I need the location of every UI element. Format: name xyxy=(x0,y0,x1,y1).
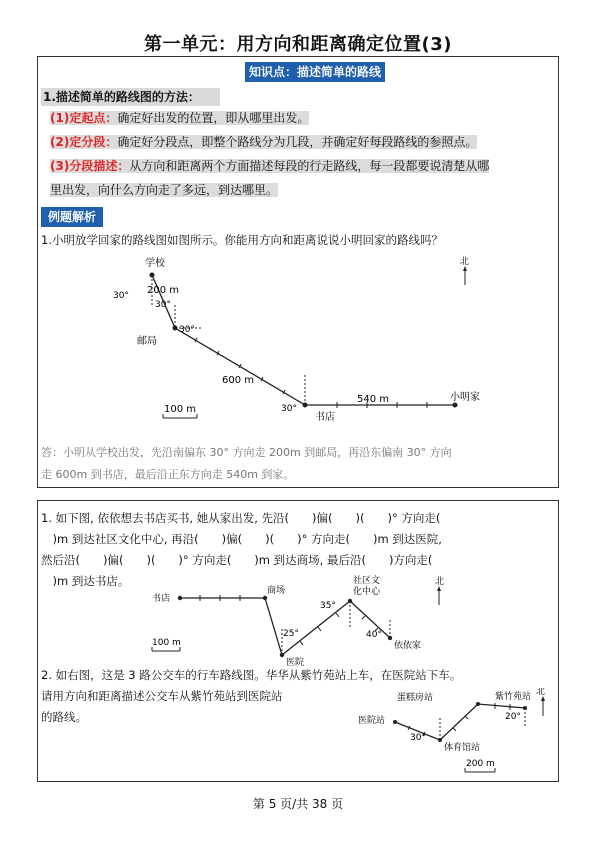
route-diagram-xiaoming xyxy=(37,250,557,435)
angle-20: 20° xyxy=(505,712,521,722)
step-3-cont xyxy=(50,180,278,201)
community-label-2: 化中心 xyxy=(353,587,381,597)
angle-d: 30° xyxy=(281,404,297,414)
north-label-1: 北 xyxy=(460,257,470,267)
step-3-text: 从方向和距离两个方面描述每段的行走路线，每一段都要说清楚从哪 xyxy=(129,159,490,173)
exercise-1-line-1: 1. 如下图, 依依想去书店买书, 她从家出发, 先沿( )偏( )( )° 方向走( xyxy=(41,511,441,525)
exercise-2-line-1: 2. 如右图，这是 3 路公交车的行车路线图。华华从紫竹苑站上车，在医院站下车。 xyxy=(41,668,462,682)
seg2-label: 600 m xyxy=(222,375,255,386)
hospital-label: 医院 xyxy=(286,658,305,668)
xiaoming-route-line xyxy=(152,275,455,405)
answer-line-2: 走 600m 到书店，最后沿正东方向走 540m 到家。 xyxy=(41,468,295,481)
angle-35: 35° xyxy=(320,601,336,611)
gym-station-label: 体育馆站 xyxy=(444,743,481,753)
step-2-text: 确定好分段点，即整个路线分为几段，并确定好每段路线的参照点。 xyxy=(117,135,478,149)
angle-c: 30° xyxy=(179,325,195,335)
angle-25: 25° xyxy=(283,629,299,639)
page-title: 第一单元：用方向和距离确定位置(3) xyxy=(144,34,452,55)
exercise-2-line-2: 请用方向和距离描述公交车从紫竹苑站到医院站 xyxy=(41,689,283,703)
scale-label-3: 200 m xyxy=(466,759,495,769)
post-office-point xyxy=(173,326,178,331)
zizhu-station-label: 紫竹苑站 xyxy=(495,692,532,702)
step-3-text2: 里出发，向什么方向走了多远，到达哪里。 xyxy=(50,183,279,197)
seg1-label: 200 m xyxy=(147,285,180,296)
exercise-2-line-3: 的路线。 xyxy=(41,710,87,724)
seg3-label: 540 m xyxy=(357,394,390,405)
angle-30: 30° xyxy=(410,733,426,743)
post-office-label: 邮局 xyxy=(137,336,157,347)
cake-station-label: 蛋糕房站 xyxy=(397,693,434,703)
route-diagram-bus xyxy=(350,688,555,780)
step-3 xyxy=(50,156,489,177)
answer xyxy=(41,442,553,486)
angle-40: 40° xyxy=(366,630,382,640)
example-header: 例题解析 xyxy=(41,207,103,227)
home-label: 小明家 xyxy=(450,392,480,403)
bookstore-point xyxy=(303,403,308,408)
north-label-2: 北 xyxy=(435,577,445,587)
yiyi-route-line xyxy=(180,598,390,655)
step-2 xyxy=(50,132,477,153)
step-1-label: (1)定起点： xyxy=(50,111,118,125)
knowledge-header: 知识点：描述简单的路线图 xyxy=(245,62,385,82)
example-question: 1.小明放学回家的路线图如图所示。你能用方向和距离说说小明回家的路线吗？ xyxy=(41,233,443,247)
scale-label-1: 100 m xyxy=(164,404,197,415)
angle-a: 30° xyxy=(113,291,129,301)
north-label-3: 北 xyxy=(536,688,546,697)
exercise-1-line-3: 然后沿( )偏( )( )° 方向走( )m 到达商场, 最后沿( )方向走( xyxy=(41,553,433,567)
bookstore-2-label: 书店 xyxy=(152,594,171,604)
answer-line-1: 答：小明从学校出发，先沿南偏东 30° 方向走 200m 到邮局，再沿东偏南 30° 方向 xyxy=(41,446,452,459)
step-1 xyxy=(50,108,309,129)
school-label: 学校 xyxy=(145,258,165,269)
step-2-label: (2)定分段： xyxy=(50,135,118,149)
yiyi-home-label: 依依家 xyxy=(394,641,422,651)
home-point xyxy=(453,403,458,408)
page-footer: 第 5 页/共 38 页 xyxy=(252,797,344,811)
exercise-1-line-2: )m 到达社区文化中心, 再沿( )偏( )( )° 方向走( )m 到达医院, xyxy=(41,532,442,546)
school-point xyxy=(150,273,155,278)
route-diagram-yiyi xyxy=(140,573,460,668)
scale-label-2: 100 m xyxy=(152,638,181,648)
exercise-1-line-4: )m 到达书店。 xyxy=(41,574,130,588)
hospital-station-label: 医院站 xyxy=(358,716,386,726)
community-label-1: 社区文 xyxy=(353,576,381,586)
angle-b: 30° xyxy=(155,300,171,310)
step-1-text: 确定好出发的位置，即从哪里出发。 xyxy=(117,111,310,125)
mall-label: 商场 xyxy=(267,586,286,596)
step-3-label: (3)分段描述： xyxy=(50,159,130,173)
bookstore-label: 书店 xyxy=(315,412,335,423)
method-title: 1.描述简单的路线图的方法： xyxy=(41,88,220,106)
